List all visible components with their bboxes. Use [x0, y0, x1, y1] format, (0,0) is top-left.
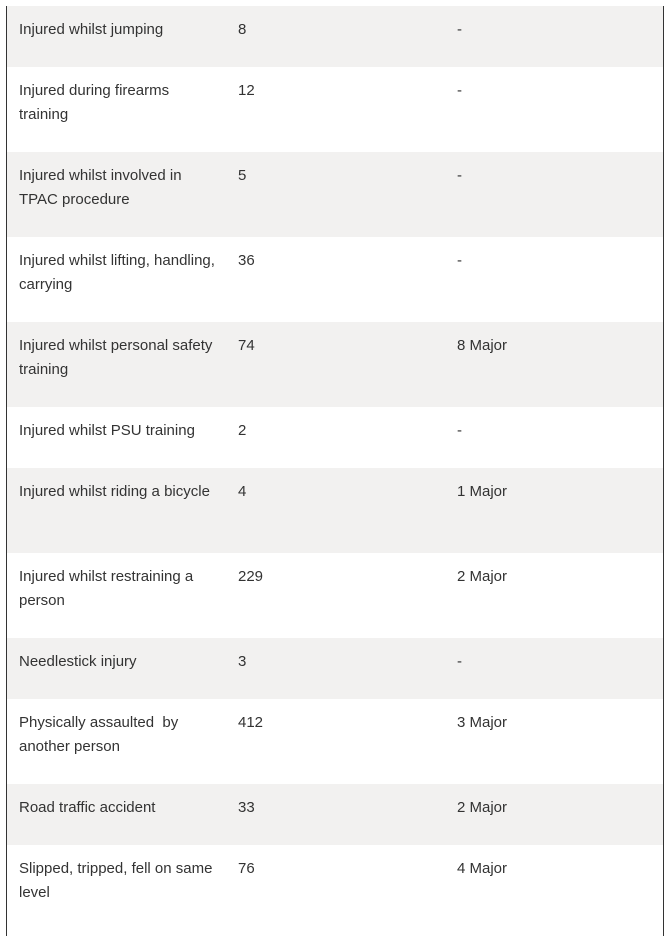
injury-count: 8: [238, 21, 247, 38]
major-injuries: -: [457, 653, 462, 670]
injury-count: 2: [238, 422, 247, 439]
injury-description: Injured whilst riding a bicycle: [19, 483, 210, 500]
injury-count: 412: [238, 714, 264, 731]
injury-count: 5: [238, 167, 247, 184]
injury-description: Injured whilst involved in TPAC procedure: [19, 167, 182, 208]
major-injuries: 3 Major: [457, 714, 508, 731]
table-row: [7, 322, 663, 407]
injury-description: Injured whilst restraining a person: [19, 568, 194, 609]
major-injuries: -: [457, 21, 462, 38]
table-row: [7, 6, 663, 67]
table-row: [7, 845, 663, 930]
injury-count: 76: [238, 860, 255, 877]
injury-description: Injured during firearms training: [19, 82, 170, 123]
table-row: [7, 237, 663, 322]
injury-count: 74: [238, 337, 255, 354]
injury-description: Needlestick injury: [19, 653, 137, 670]
table-row: [7, 468, 663, 553]
major-injuries: -: [457, 82, 462, 99]
major-injuries: 2 Major: [457, 799, 508, 816]
injury-count: 33: [238, 799, 255, 816]
injury-count: 4: [238, 483, 247, 500]
injury-description: Injured whilst PSU training: [19, 422, 195, 439]
injury-count: 12: [238, 82, 255, 99]
table-row: [7, 784, 663, 845]
table-row: [7, 699, 663, 784]
major-injuries: -: [457, 252, 462, 269]
major-injuries: 4 Major: [457, 860, 508, 877]
injury-table: [6, 6, 664, 936]
major-injuries: 1 Major: [457, 483, 508, 500]
major-injuries: 8 Major: [457, 337, 508, 354]
major-injuries: -: [457, 422, 462, 439]
injury-description: Injured whilst jumping: [19, 21, 164, 38]
major-injuries: -: [457, 167, 462, 184]
injury-description: Road traffic accident: [19, 799, 156, 816]
table-row: [7, 553, 663, 638]
injury-count: 3: [238, 653, 247, 670]
injury-count: 36: [238, 252, 255, 269]
injury-count: 229: [238, 568, 264, 585]
table-row: [7, 152, 663, 237]
table-row: [7, 638, 663, 699]
table-row: [7, 407, 663, 468]
major-injuries: 2 Major: [457, 568, 508, 585]
injury-description: Injured whilst personal safety training: [19, 337, 213, 378]
injury-description: Physically assaulted by another person: [19, 714, 183, 755]
table-row: [7, 67, 663, 152]
injury-description: Slipped, tripped, fell on same level: [19, 860, 213, 901]
injury-description: Injured whilst lifting, handling, carrying: [19, 252, 215, 293]
